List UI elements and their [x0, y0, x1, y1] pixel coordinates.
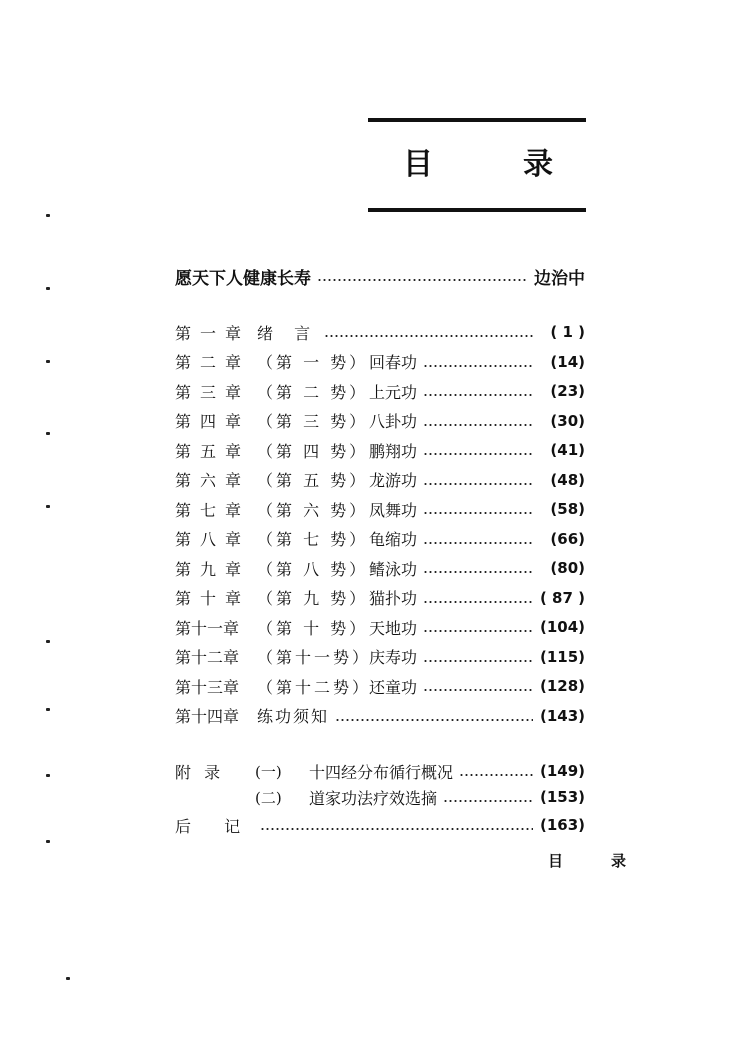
chapter-title: 庆寿功 [369, 648, 418, 667]
chapter-label: 第五章 [175, 441, 251, 461]
dot-leader [423, 601, 533, 603]
chapter-title: 天地功 [369, 618, 418, 638]
chapter-title: 练功须知 [257, 707, 330, 726]
chapter-label: 第六章 [175, 471, 251, 490]
toc-entry-chapter [175, 407, 585, 435]
postscript-label: 后 记 [175, 816, 255, 836]
page-number: (14) [550, 352, 585, 371]
page-number: (66) [550, 529, 585, 548]
appendix-title: 十四经分布循行概况 [309, 762, 454, 782]
toc-entry-appendix-1 [175, 757, 585, 785]
toc-entry-chapter [175, 584, 585, 612]
chapter-form-number: （第 七 势） [257, 530, 369, 549]
chapter-form-number: （第 九 势） [257, 589, 369, 608]
chapter-form-number: （第 四 势） [257, 441, 369, 461]
scan-speck [46, 432, 50, 435]
chapter-form-number: （第 十 势） [257, 618, 369, 638]
toc-entry-postscript [175, 811, 585, 839]
page-number: (104) [539, 618, 585, 636]
page-number: ( 1 ) [550, 323, 585, 341]
page-number: (80) [550, 559, 585, 577]
dot-leader [260, 828, 533, 830]
chapter-title: 回春功 [369, 353, 418, 372]
scan-speck [66, 977, 70, 980]
scan-speck [46, 640, 50, 643]
dot-leader [423, 483, 533, 485]
chapter-label: 第十四章 [175, 707, 240, 726]
toc-entry-chapter [175, 613, 585, 641]
page-number: (149) [539, 762, 585, 780]
chapter-form-number: （第 一 势） [257, 353, 369, 372]
page-title [368, 142, 586, 188]
page-number: (163) [539, 816, 585, 834]
dot-leader [423, 660, 533, 662]
page-title-char-1: 目 [403, 147, 433, 182]
toc-entry-chapter [175, 672, 585, 700]
dot-leader [423, 689, 533, 691]
chapter-form-number: （第 六 势） [257, 500, 369, 520]
footer-char-1: 目 [548, 852, 564, 870]
chapter-title: 八卦功 [369, 412, 418, 431]
preface-author: 边治中 [534, 268, 585, 289]
dot-leader [459, 774, 533, 776]
preface-title: 愿天下人健康长寿 [175, 268, 311, 289]
dot-leader [324, 335, 533, 337]
toc-entry-appendix-2 [175, 783, 585, 811]
dot-leader [423, 630, 533, 632]
chapter-label: 第九章 [175, 559, 251, 579]
page-number: ( 87 ) [539, 588, 585, 607]
toc-entry-chapter [175, 554, 585, 582]
page-number: (128) [539, 677, 585, 695]
chapter-label: 第十二章 [175, 648, 240, 667]
page-number: (23) [550, 382, 585, 400]
page-number: (48) [550, 470, 585, 489]
chapter-label: 第八章 [175, 530, 251, 549]
dot-leader [423, 571, 533, 573]
appendix-label: 附 录 [175, 762, 225, 782]
page-number: (58) [550, 500, 585, 518]
chapter-label: 第三章 [175, 382, 251, 402]
dot-leader [423, 424, 533, 426]
toc-entry-chapter [175, 525, 585, 553]
appendix-number: (一) [255, 762, 282, 781]
page-number: (30) [550, 411, 585, 430]
chapter-form-number: （第十二势） [257, 677, 372, 697]
scan-speck [46, 360, 50, 363]
dot-leader [317, 279, 528, 281]
appendix-number: (二) [255, 788, 282, 807]
dot-leader [423, 394, 533, 396]
running-footer [548, 850, 674, 871]
chapter-title: 鳍泳功 [369, 559, 418, 579]
chapter-form-number: （第十一势） [257, 648, 372, 667]
chapter-label: 第十一章 [175, 618, 240, 638]
footer-char-2: 录 [611, 852, 627, 870]
scan-speck [46, 708, 50, 711]
heading-rule-top [368, 118, 586, 122]
chapter-title: 还童功 [369, 677, 418, 697]
toc-entry-chapter [175, 348, 585, 376]
chapter-label: 第一章 [175, 323, 251, 343]
chapter-form-number: （第 二 势） [257, 382, 369, 402]
chapter-label: 第四章 [175, 412, 251, 431]
toc-entry-chapter [175, 436, 585, 464]
heading-rule-bottom [368, 208, 586, 212]
toc-entry-chapter [175, 643, 585, 671]
toc-entry-chapter [175, 466, 585, 494]
chapter-title: 猫扑功 [369, 589, 418, 608]
scan-speck [46, 505, 50, 508]
dot-leader [443, 800, 533, 802]
page-number: (115) [539, 647, 585, 666]
dot-leader [335, 719, 533, 721]
dot-leader [423, 542, 533, 544]
dot-leader [423, 453, 533, 455]
chapter-title: 绪 言 [257, 323, 319, 343]
toc-entry-chapter [175, 377, 585, 405]
toc-entry-preface [175, 262, 585, 290]
toc-entry-chapter [175, 495, 585, 523]
chapter-label: 第十章 [175, 589, 251, 608]
chapter-form-number: （第 三 势） [257, 412, 369, 431]
scan-speck [46, 774, 50, 777]
page-number: (143) [539, 706, 585, 725]
chapter-form-number: （第 五 势） [257, 471, 369, 490]
toc-entry-chapter [175, 702, 585, 730]
chapter-title: 鹏翔功 [369, 441, 418, 461]
chapter-title: 上元功 [369, 382, 418, 402]
chapter-label: 第十三章 [175, 677, 240, 697]
toc-entry-chapter [175, 318, 585, 346]
chapter-form-number: （第 八 势） [257, 559, 369, 579]
chapter-label: 第七章 [175, 500, 251, 520]
page-title-char-2: 录 [523, 147, 553, 182]
scan-speck [46, 287, 50, 290]
chapter-label: 第二章 [175, 353, 251, 372]
scan-speck [46, 214, 50, 217]
scan-speck [46, 840, 50, 843]
appendix-title: 道家功法疗效选摘 [309, 788, 438, 808]
page-number: (41) [550, 441, 585, 459]
dot-leader [423, 512, 533, 514]
page-number: (153) [539, 788, 585, 806]
chapter-title: 龟缩功 [369, 530, 418, 549]
chapter-title: 凤舞功 [369, 500, 418, 520]
chapter-title: 龙游功 [369, 471, 418, 490]
dot-leader [423, 365, 533, 367]
